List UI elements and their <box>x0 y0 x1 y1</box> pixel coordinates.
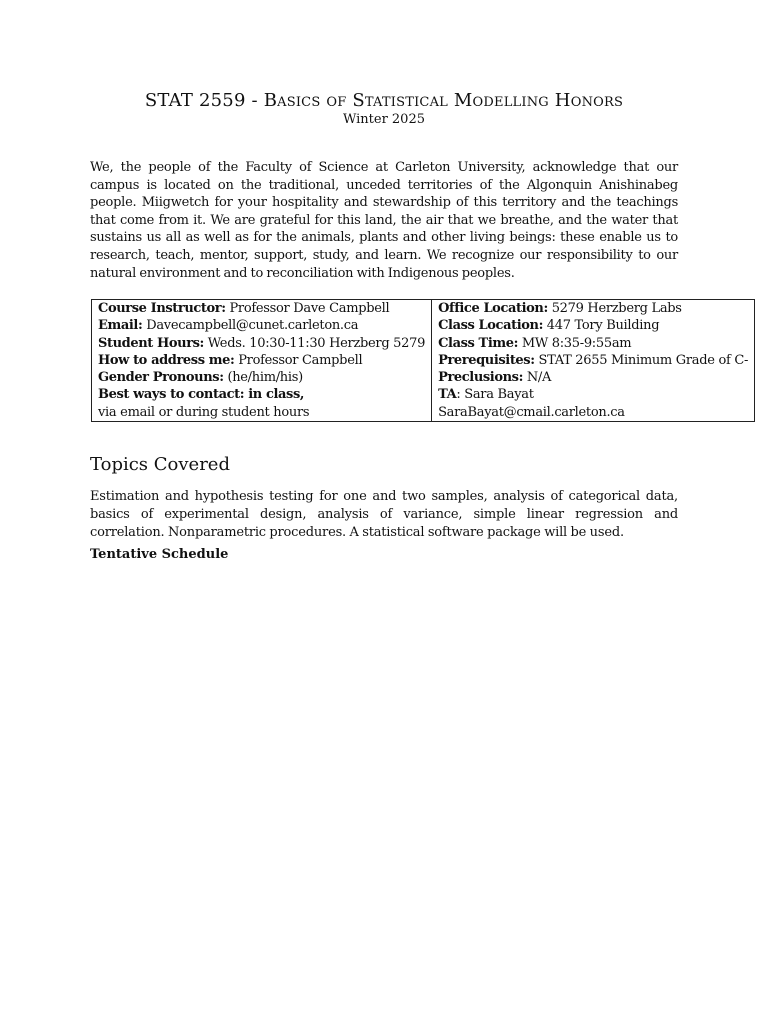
field-value: via email or during student hours <box>98 404 310 420</box>
table-cell <box>92 369 432 386</box>
field-label: Course Instructor: <box>98 301 226 316</box>
table-cell <box>432 335 755 352</box>
field-label: Best ways to contact: in class, <box>98 387 304 403</box>
table-cell <box>92 317 432 334</box>
table-row <box>92 300 755 318</box>
course-term: Winter 2025 <box>342 112 425 127</box>
table-row <box>92 386 755 403</box>
schedule-heading: Tentative Schedule <box>90 547 229 562</box>
table-row <box>92 369 755 386</box>
field-label: Class Time: <box>438 335 518 351</box>
field-label: Student Hours: <box>98 335 204 351</box>
field-value: Weds. 10:30-11:30 Herzberg 5279 <box>203 335 426 351</box>
table-cell <box>432 317 755 334</box>
table-cell <box>432 404 755 422</box>
table-cell <box>432 352 755 369</box>
table-cell <box>432 369 755 386</box>
course-title: STAT 2559 - Basics of Statistical Modelling Honors <box>144 90 624 111</box>
table-cell <box>92 404 432 422</box>
field-label: Preclusions: <box>438 370 523 386</box>
field-label: Prerequisites: <box>438 352 535 368</box>
field-value: : Sara Bayat <box>456 387 534 403</box>
field-value: 5279 Herzberg Labs <box>547 301 682 316</box>
field-value: (he/him/his) <box>223 370 303 386</box>
field-label: TA <box>438 387 457 403</box>
field-label: Gender Pronouns: <box>98 370 224 386</box>
ta-email: SaraBayat@cmail.carleton.ca <box>438 404 625 420</box>
table-cell <box>92 352 432 369</box>
table-row <box>92 317 755 334</box>
table-row <box>92 404 755 422</box>
field-value: N/A <box>522 370 552 386</box>
field-value: 447 Tory Building <box>542 318 660 334</box>
field-label: Email: <box>98 318 143 334</box>
table-cell <box>92 300 432 318</box>
table-cell <box>92 335 432 352</box>
topics-paragraph: Estimation and hypothesis testing for one and two samples, analysis of categorical data, basics of experimental design, analysis of variance, simple linear regression and correlation. Nonparametric procedures. A statistical software package will be used. <box>90 489 678 540</box>
table-cell <box>432 300 755 318</box>
field-label: Class Location: <box>438 318 543 334</box>
table-cell <box>92 386 432 403</box>
field-label: Office Location: <box>438 301 548 316</box>
table-row <box>92 335 755 352</box>
section-heading-topics: Topics Covered <box>90 453 230 475</box>
land-acknowledgement: We, the people of the Faculty of Science at Carleton University, acknowledge that our campus is located on the traditional, unceded territories of the Algonquin Anishinabeg people. Miigwetch for your hospitality and stewardship of this territory and the teachings that come from it. We are grateful for this land, the air that we breathe, and the water that sustains us all as well as for the animals, plants and other living beings: these enable us to research, teach, mentor, support, study, and learn. We recognize our responsibility to our natural environment and to reconciliation with Indigenous peoples. <box>90 160 678 281</box>
field-value: STAT 2655 Minimum Grade of C- <box>534 352 749 368</box>
table-cell <box>432 386 755 403</box>
table-row <box>92 352 755 369</box>
field-label: How to address me: <box>98 352 235 368</box>
instructor-email: Davecampbell@cunet.carleton.ca <box>142 318 359 334</box>
field-value: Professor Campbell <box>234 352 363 368</box>
course-info-table <box>91 299 755 422</box>
field-value: Professor Dave Campbell <box>225 301 390 316</box>
field-value: MW 8:35-9:55am <box>518 335 632 351</box>
